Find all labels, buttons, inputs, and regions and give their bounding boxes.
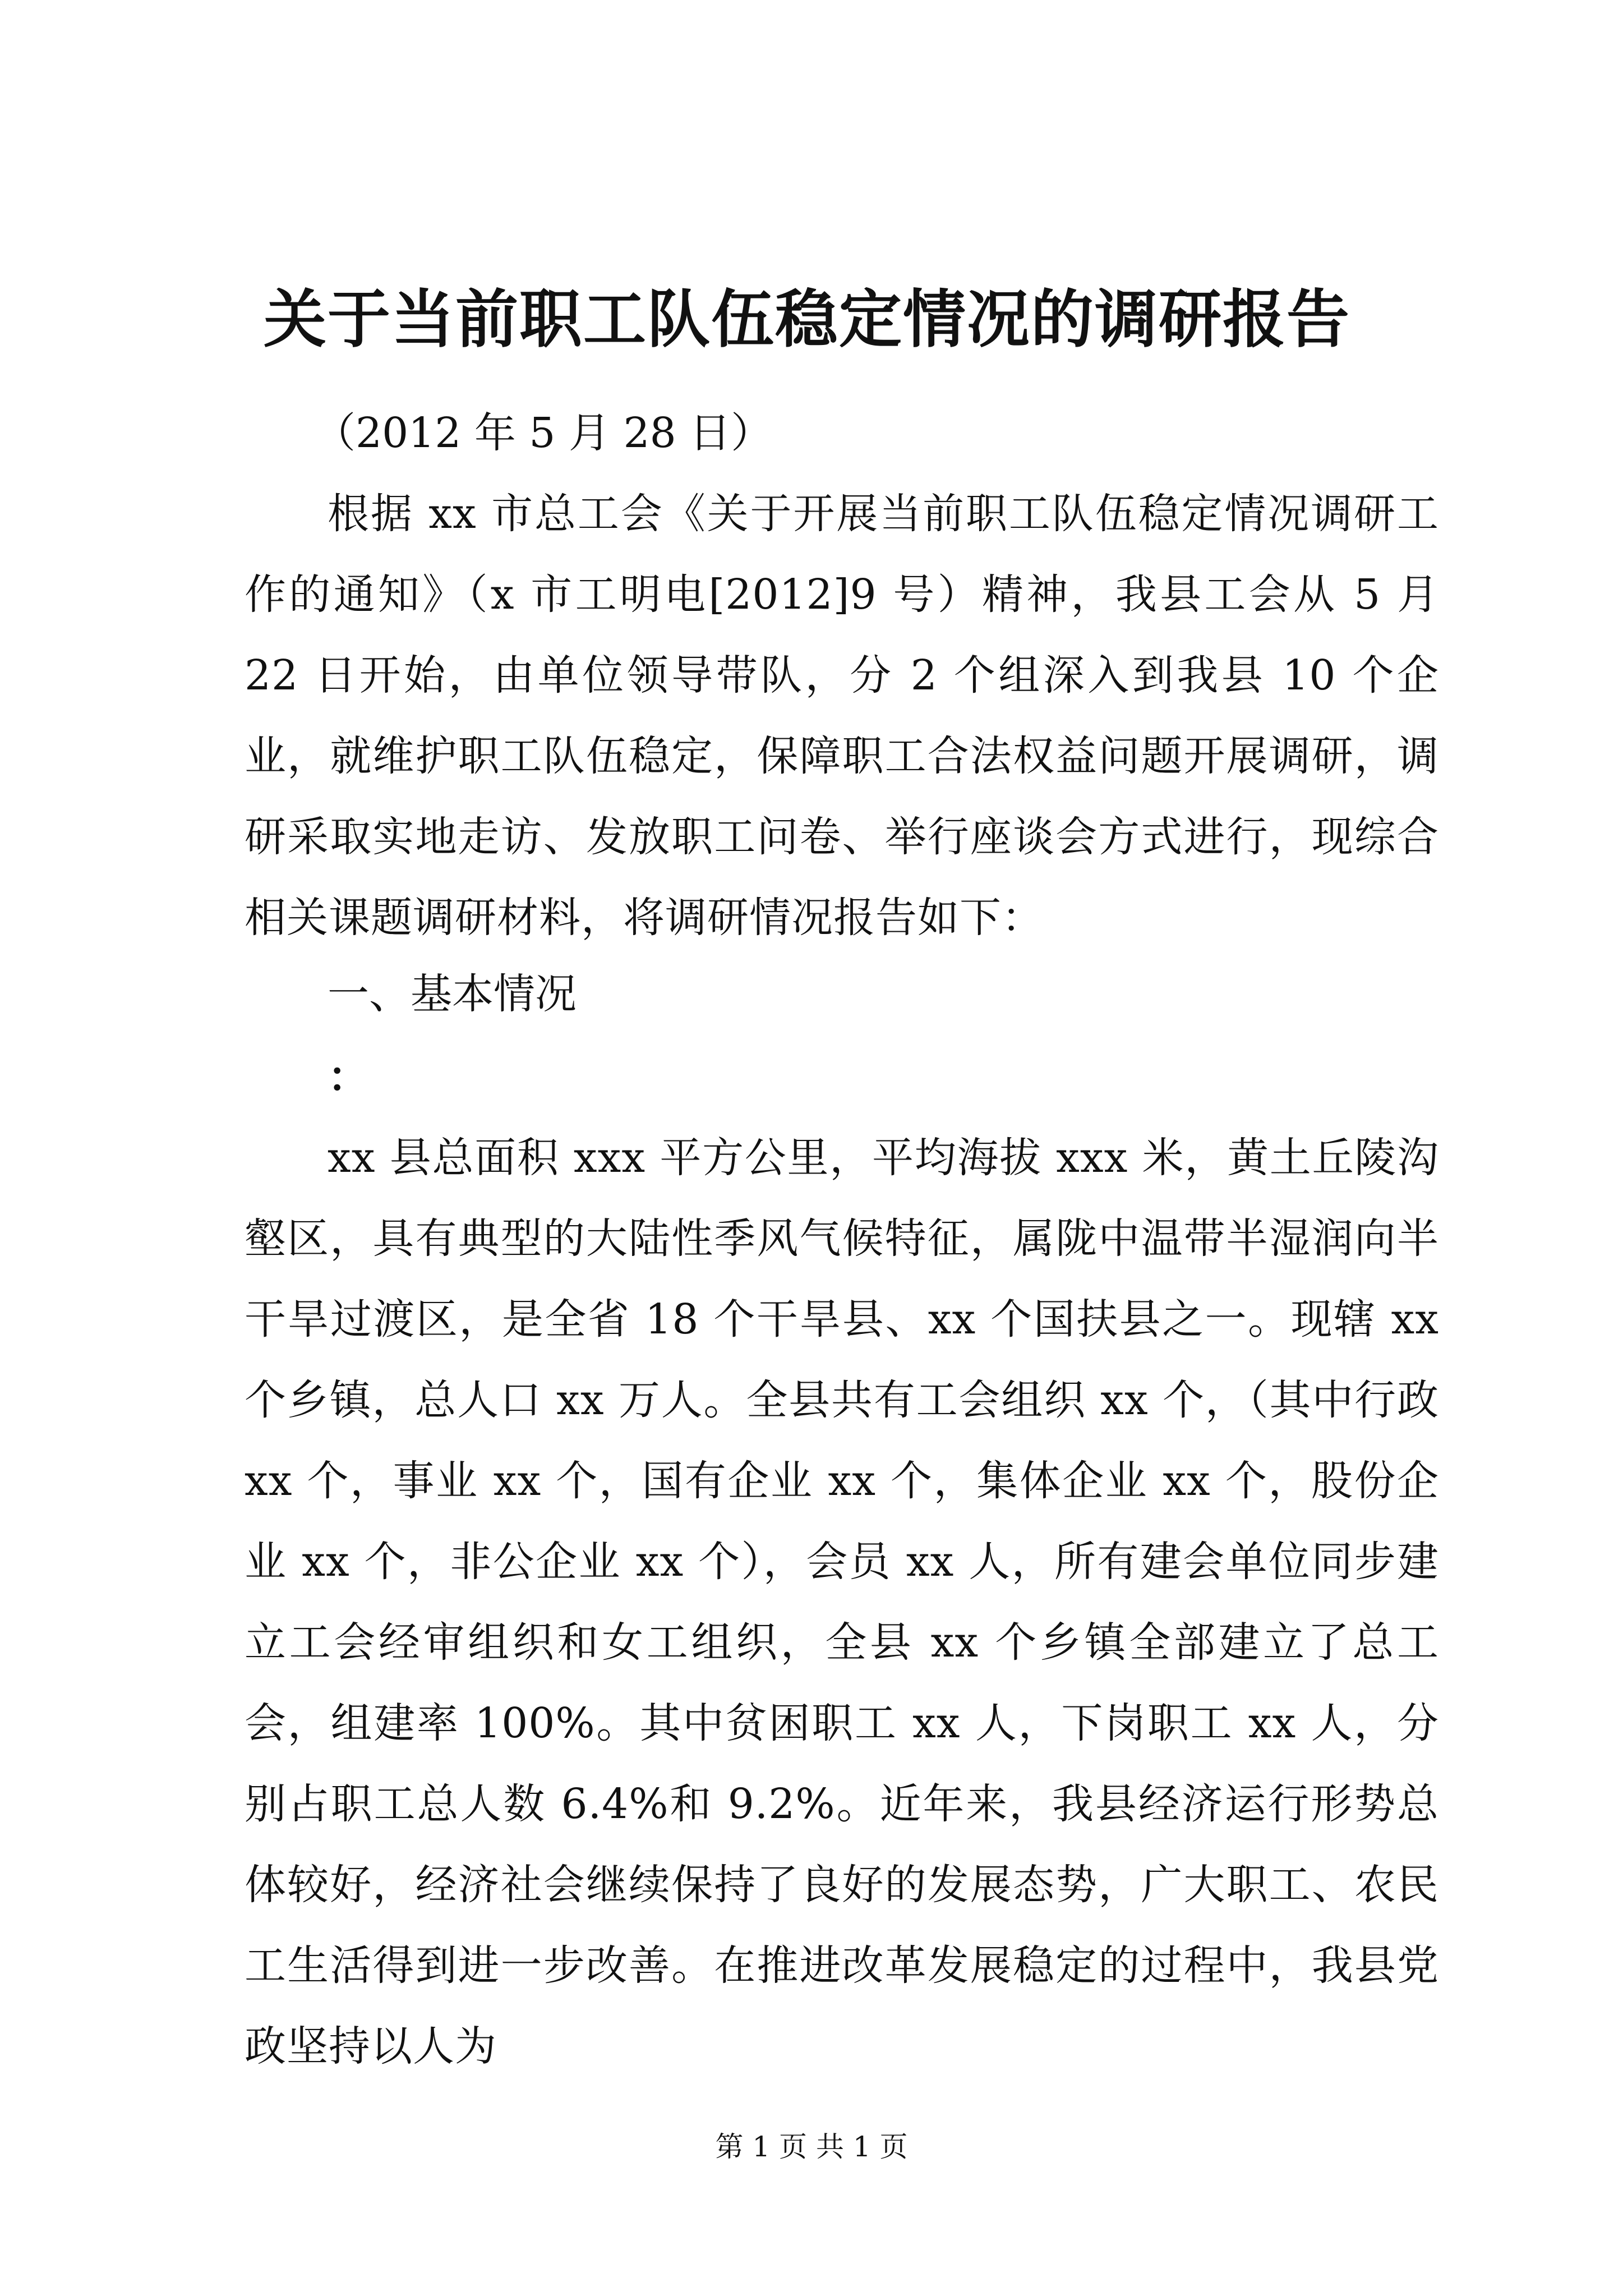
- colon-mark: ：: [328, 1053, 369, 1101]
- basic-situation-paragraph: xx 县总面积 xxx 平方公里，平均海拔 xxx 米，黄土丘陵沟壑区，具有典型的大陆性季风气候特征，属陇中温带半湿润向半干旱过渡区，是全省 18 个干旱县、xx 个国扶县之一。现辖 xx 个乡镇，总人口 xx 万人。全县共有工会组织 xx 个，（其中行政 xx 个，事业 xx 个，国有企业 xx 个，集体企业 xx 个，股份企业 xx 个，非公企业 xx 个），会员 xx 人，所有建会单位同步建立工会经审组织和女工组织，全县 xx 个乡镇全部建立了总工会，组建率 100%。其中贫困职工 xx 人，下岗职工 xx 人，分别占职工总人数 6.4%和 9.2%。近年来，我县经济运行形势总体较好，经济社会继续保持了良好的发展态势，广大职工、农民工生活得到进一步改善。在推进改革发展稳定的过程中，我县党政坚持以人为: [245, 1134, 1439, 2070]
- report-date: （2012 年 5 月 28 日）: [314, 409, 773, 457]
- section-heading-basic-situation: 一、基本情况: [328, 970, 577, 1018]
- document-title: 关于当前职工队伍稳定情况的调研报告: [264, 283, 1350, 356]
- page-number-footer: 第 1 页 共 1 页: [715, 2131, 908, 2163]
- intro-paragraph: 根据 xx 市总工会《关于开展当前职工队伍稳定情况调研工作的通知》（x 市工明电[2012]9 号）精神，我县工会从 5 月 22 日开始，由单位领导带队，分 2 个组深入到我县 10 个企业，就维护职工队伍稳定，保障职工合法权益问题开展调研，调研采取实地走访、发放职工问卷、举行座谈会方式进行，现综合相关课题调研材料，将调研情况报告如下：: [245, 490, 1439, 942]
